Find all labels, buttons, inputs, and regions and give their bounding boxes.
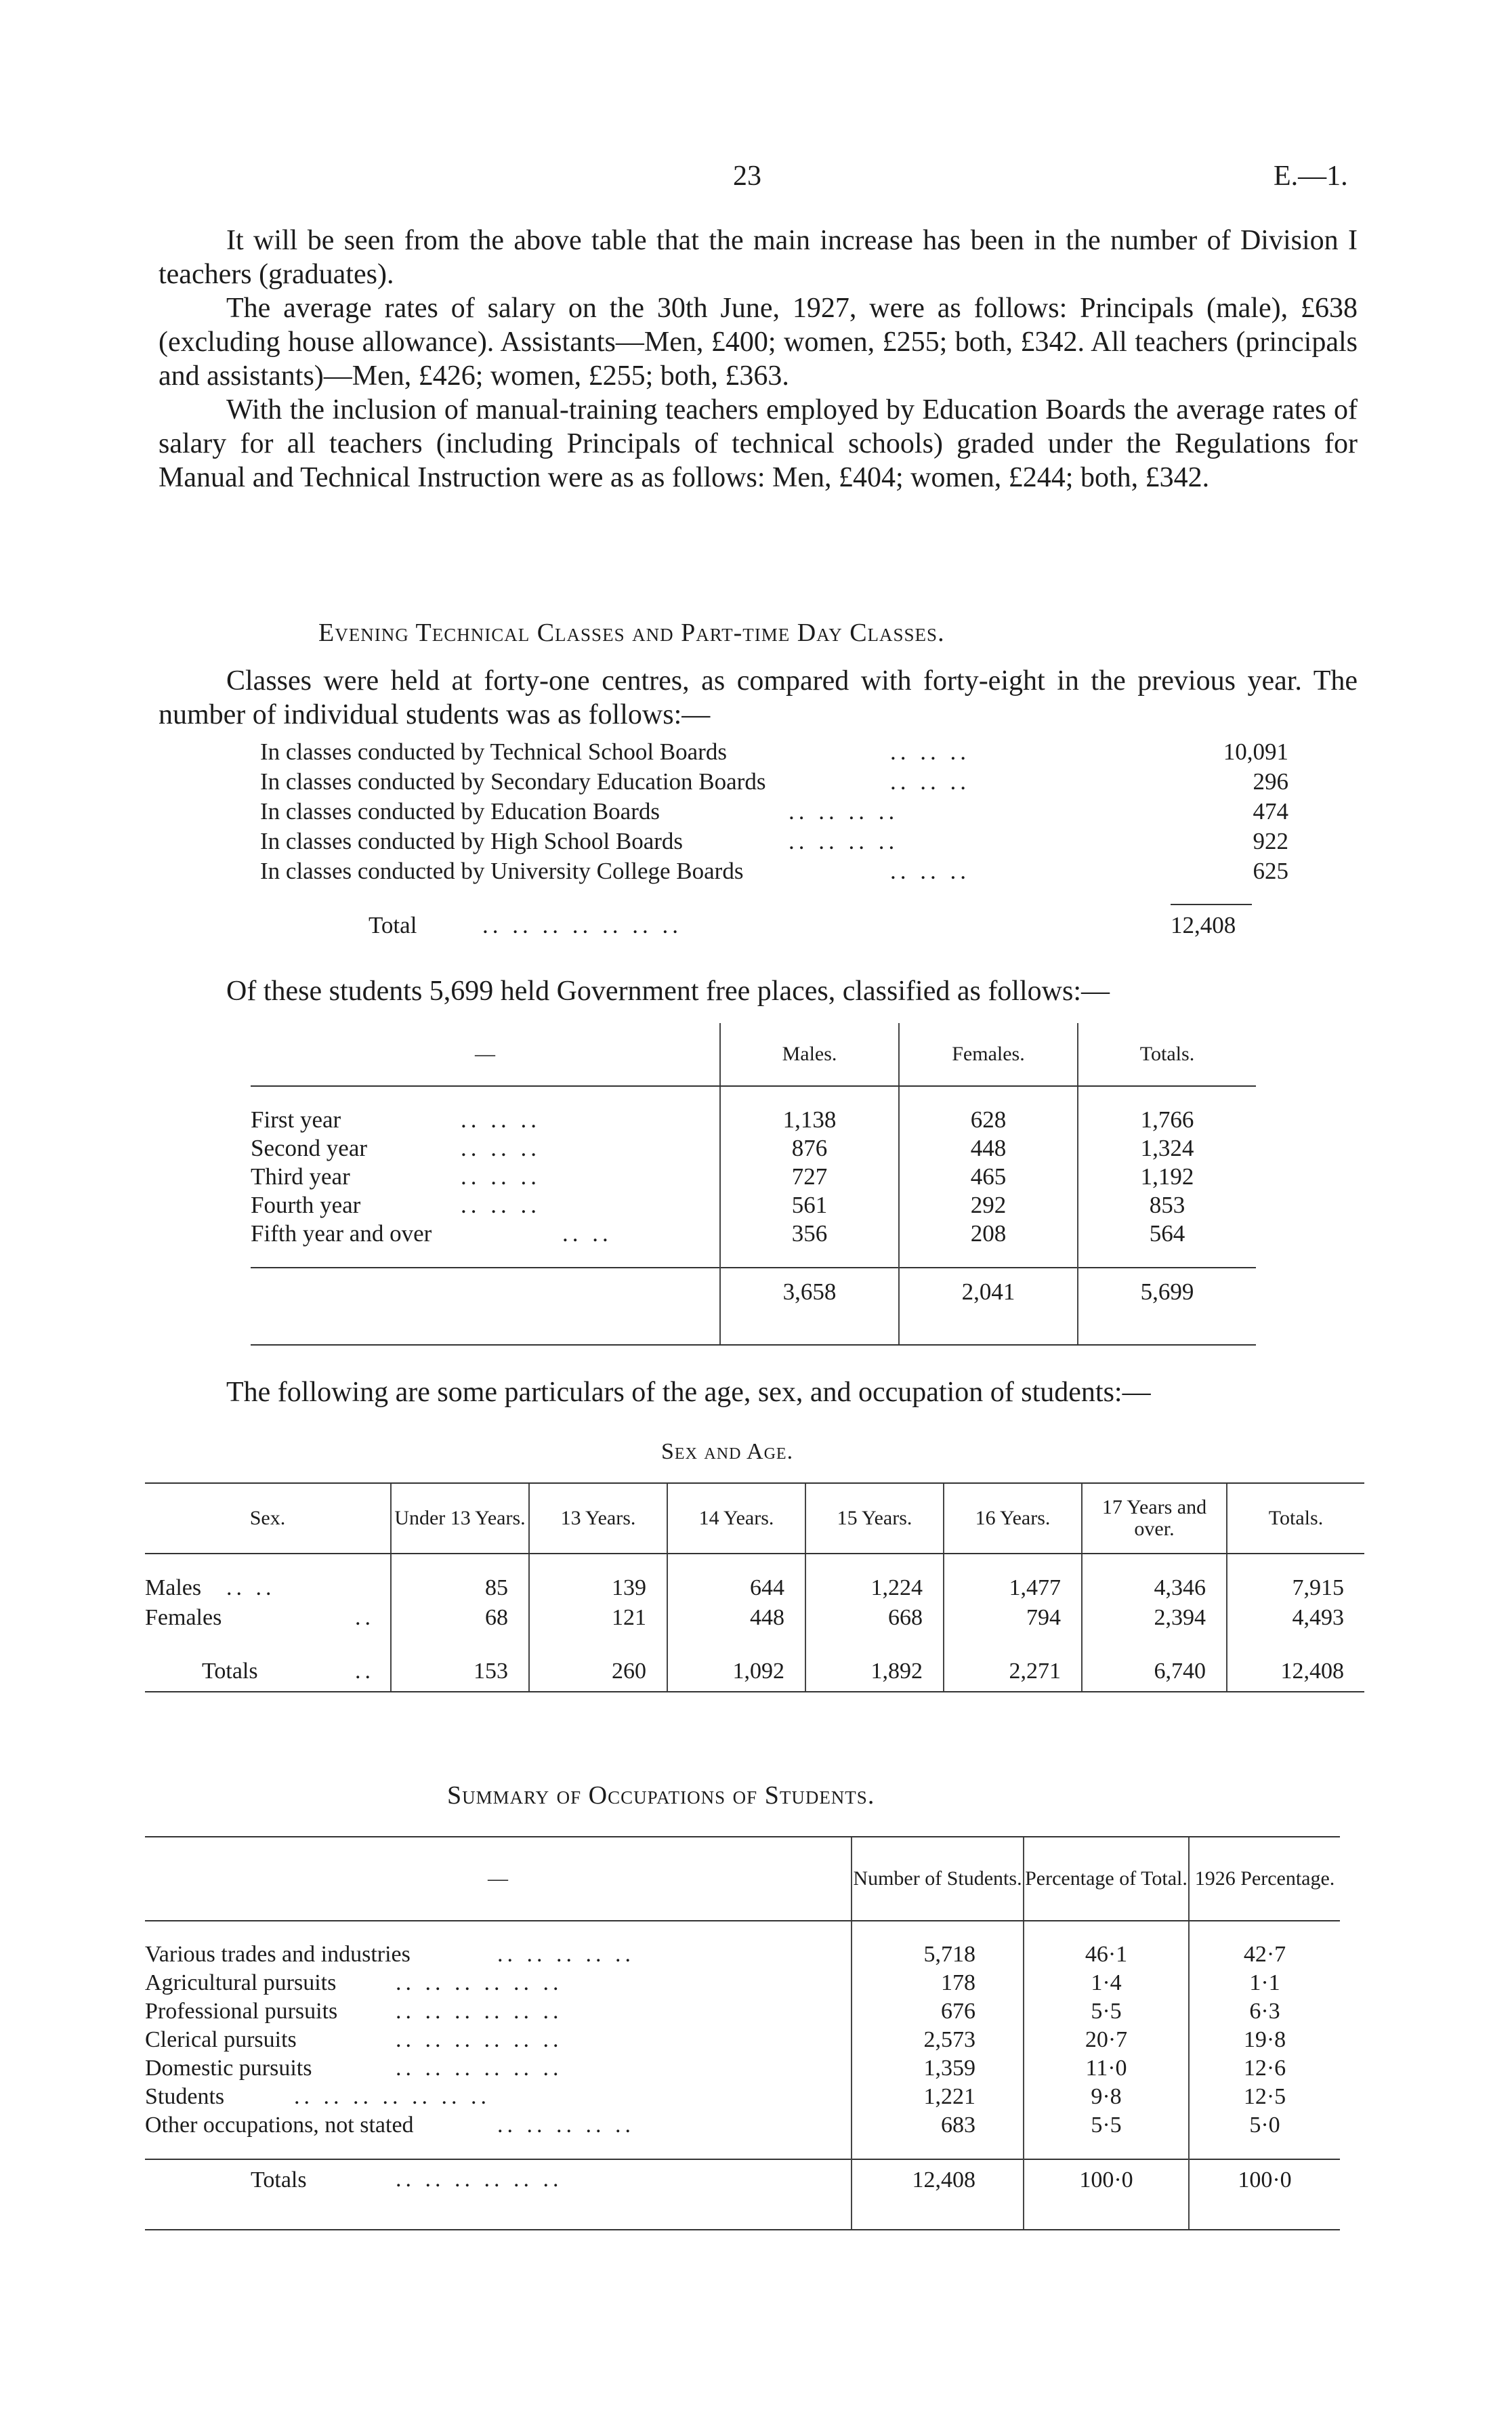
- table-header: Number of Students.: [852, 1837, 1024, 1921]
- table-row: Second year .. .. .. 876 448 1,324: [251, 1134, 1256, 1163]
- table-header: —: [145, 1837, 852, 1921]
- table-header: Totals.: [1227, 1483, 1364, 1554]
- page-number: 23: [733, 161, 761, 192]
- particulars-text: The following are some particulars of the age, sex, and occupation of students:—: [226, 1377, 1151, 1408]
- sex-age-heading: Sex and Age.: [661, 1439, 794, 1464]
- table-header: —: [251, 1023, 720, 1086]
- table-row: Fifth year and over .. .. 356 208 564: [251, 1220, 1256, 1248]
- list-item: In classes conducted by High School Boards .. .. .. .. 922: [260, 828, 1288, 854]
- table-row: Agricultural pursuits .. .. .. .. .. .. 178 1·4 1·1: [145, 1969, 1340, 1997]
- intro-text: [159, 224, 1358, 495]
- table-row: First year .. .. .. 1,138 628 1,766: [251, 1106, 1256, 1134]
- table-header: Under 13 Years.: [391, 1483, 529, 1554]
- table-header: 13 Years.: [529, 1483, 667, 1554]
- students-by-board-list: [260, 737, 1288, 886]
- evening-classes-paragraph: Classes were held at forty-one centres, as compared with forty-eight in the previous year. The number of individual students was as follows:—: [159, 665, 1358, 730]
- list-item: In classes conducted by Technical School Boards .. .. .. 10,091: [260, 739, 1288, 765]
- table-row: Third year .. .. .. 727 465 1,192: [251, 1163, 1256, 1191]
- table-header: Sex.: [145, 1483, 391, 1554]
- table-row: Professional pursuits .. .. .. .. .. .. 676 5·5 6·3: [145, 1997, 1340, 2026]
- table-totals-row: Totals .. .. .. .. .. .. 12,408 100·0 100·0: [145, 2159, 1340, 2201]
- table-row: Domestic pursuits .. .. .. .. .. .. 1,359 11·0 12·6: [145, 2054, 1340, 2083]
- sex-age-table: [145, 1482, 1364, 1692]
- list-item: In classes conducted by Secondary Education Boards .. .. .. 296: [260, 768, 1288, 795]
- table-header: 15 Years.: [805, 1483, 944, 1554]
- table-header: Totals.: [1078, 1023, 1256, 1086]
- intro-paragraph-2: The average rates of salary on the 30th June, 1927, were as follows: Principals (male), £638 (excluding house allowance). Assistants—Men, £400; women, £255; both, £342. All teachers (principals and assistants)—Men, £426; women, £255; both, £363.: [159, 293, 1358, 392]
- intro-paragraph-1: It will be seen from the above table that the main increase has been in the number of Division I teachers (graduates).: [159, 225, 1358, 290]
- occupations-heading: Summary of Occupations of Students.: [447, 1781, 875, 1810]
- occupations-table: [145, 1836, 1340, 2230]
- table-row: Females .. 68 121 448 668 794 2,394 4,493: [145, 1603, 1364, 1633]
- table-header: Males.: [720, 1023, 899, 1086]
- list-total-label: Total: [369, 912, 417, 938]
- page-reference: E.—1.: [1274, 161, 1348, 192]
- intro-paragraph-3: With the inclusion of manual-training teachers employed by Education Boards the average rates of salary for all teachers (including Principals of technical schools) graded under the Regulations for Manual and Technical Instruction were as as follows: Men, £404; women, £244; both, £342.: [159, 394, 1358, 493]
- table-row: Clerical pursuits .. .. .. .. .. .. 2,573 20·7 19·8: [145, 2026, 1340, 2054]
- table-header: Percentage of Total.: [1024, 1837, 1189, 1921]
- table-totals-row: 3,658 2,041 5,699: [251, 1268, 1256, 1316]
- table-row: Students .. .. .. .. .. .. .. 1,221 9·8 12·5: [145, 2083, 1340, 2111]
- table-header: 16 Years.: [944, 1483, 1082, 1554]
- free-places-table: [251, 1023, 1256, 1346]
- table-row: Other occupations, not stated .. .. .. .. .. 683 5·5 5·0: [145, 2111, 1340, 2140]
- table-row: Various trades and industries .. .. .. .. .. 5,718 46·1 42·7: [145, 1940, 1340, 1969]
- table-header: Females.: [899, 1023, 1078, 1086]
- list-item: In classes conducted by Education Boards .. .. .. .. 474: [260, 798, 1288, 825]
- table-totals-row: Totals .. 153 260 1,092 1,892 2,271 6,740 12,408: [145, 1652, 1364, 1692]
- list-item: In classes conducted by University College Boards .. .. .. 625: [260, 858, 1288, 884]
- list-total-value: 12,408: [1171, 912, 1236, 938]
- evening-classes-heading: Evening Technical Classes and Part-time Day Classes.: [318, 619, 945, 647]
- list-total-dots: .. .. .. .. .. .. ..: [482, 912, 682, 938]
- table-header: 1926 Percentage.: [1189, 1837, 1340, 1921]
- free-places-text: Of these students 5,699 held Government free places, classified as follows:—: [226, 976, 1110, 1007]
- table-header: 14 Years.: [667, 1483, 805, 1554]
- table-header: 17 Years and over.: [1082, 1483, 1227, 1554]
- table-row: Fourth year .. .. .. 561 292 853: [251, 1191, 1256, 1220]
- total-rule: [1171, 904, 1252, 905]
- table-row: Males .. .. 85 139 644 1,224 1,477 4,346 7,915: [145, 1573, 1364, 1603]
